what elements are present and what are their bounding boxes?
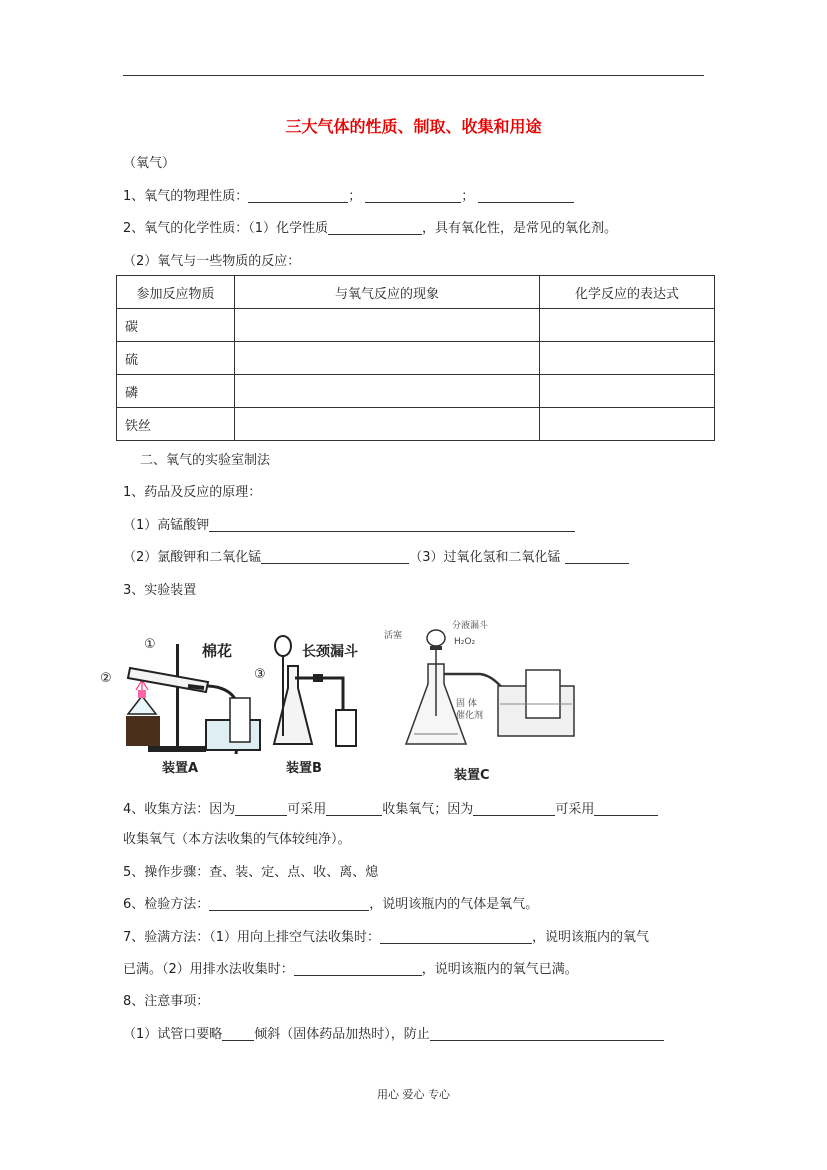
blank[interactable] [222,1026,254,1041]
q2c-label: （2）氧气与一些物质的反应： [123,254,301,269]
q1-line [123,185,574,204]
collecting-bottle [230,698,250,742]
r7c-line [123,958,578,977]
r7c-label: 已满。（2）用排水法收集时： [123,962,294,977]
table-cell-empty[interactable] [540,342,715,375]
r6b-label: ，说明该瓶内的气体是氧气。 [369,897,539,912]
h2o2-label: H₂O₂ [454,637,476,647]
r3-label: 3、实验装置 [123,583,197,598]
cotton-label: 棉花 [202,642,233,660]
apparatus-ab-figure [98,626,370,778]
r6-line [123,893,538,912]
separatory-funnel [427,630,445,646]
caption-c: 装置C [454,768,490,783]
page-title: 三大气体的性质、制取、收集和用途 [285,117,542,136]
table-header-row [117,276,715,309]
table-header: 化学反应的表达式 [540,276,715,309]
table-header: 与氧气反应的现象 [235,276,540,309]
table-row [117,309,715,342]
funnel-top [275,636,291,656]
q1-label: 1、氧气的物理性质： [123,189,249,204]
r1a-line [123,514,575,533]
table-header: 参加反应物质 [117,276,235,309]
q2b-label: ，具有氧化性，是常见的氧化剂。 [422,221,618,236]
solid-label: 固 体 [456,699,477,709]
stopcock-label: 活塞 [384,631,403,641]
r4c-label: 收集氧气；因为 [382,802,474,817]
reaction-table [116,275,715,441]
label-3: ③ [254,667,266,682]
table-cell-substance: 碳 [117,309,235,342]
r4e-label: 收集氧气（本方法收集的气体较纯净）。 [123,832,351,847]
r8-label: 8、注意事项： [123,994,210,1009]
blank[interactable] [430,1026,664,1041]
r4d-label: 可采用 [555,802,595,817]
r1c-label: （3）过氧化氢和二氧化锰 [409,550,561,565]
table-row [117,342,715,375]
blank[interactable] [380,929,532,944]
blank[interactable] [328,220,422,235]
r1a-label: （1）高锰酸钾 [123,518,210,533]
blank[interactable] [294,961,422,976]
blank[interactable] [473,801,555,816]
r4-line [123,798,658,817]
r1-label: 1、药品及反应的原理： [123,485,262,500]
caption-b: 装置B [286,761,322,776]
rubber-joint [313,674,323,682]
sep: ； [348,189,362,204]
apparatus-c-figure [380,616,580,756]
gas-jar-c [526,670,560,718]
caption-a: 装置A [162,761,199,776]
sep: ； [461,189,475,204]
table-row [117,408,715,441]
label-2: ② [100,671,112,686]
stand-rod [176,644,179,748]
q2a-label: 2、氧气的化学性质：（1）化学性质 [123,221,329,236]
q2-line [123,217,617,236]
r5-label: 5、操作步骤：查、装、定、点、收、离、熄 [123,865,379,880]
r1b-label: （2）氯酸钾和二氧化锰 [123,550,262,565]
table-cell-empty[interactable] [235,309,540,342]
gas-bottle-b [336,710,356,746]
blank[interactable] [261,549,409,564]
header-rule [123,75,704,76]
r8b-label: 倾斜（固体药品加热时），防止 [254,1027,430,1042]
table-cell-empty[interactable] [235,342,540,375]
blank[interactable] [594,801,658,816]
table-cell-substance: 铁丝 [117,408,235,441]
table-cell-empty[interactable] [235,375,540,408]
alcohol-lamp [128,696,156,714]
r8a-label: （1）试管口要略 [123,1027,223,1042]
table-cell-empty[interactable] [235,408,540,441]
blank[interactable] [209,896,369,911]
blank[interactable] [565,549,629,564]
blank[interactable] [209,517,575,532]
blank[interactable] [235,801,287,816]
section-oxygen: （氧气） [123,156,176,171]
blank[interactable] [365,188,461,203]
r7b-label: ，说明该瓶内的氧气 [532,930,650,945]
table-row [117,375,715,408]
label-1: ① [144,637,156,652]
catalyst-label: 催化剂 [456,711,484,721]
r7a-label: 7、验满方法：（1）用向上排空气法收集时： [123,930,381,945]
table-cell-empty[interactable] [540,408,715,441]
blank[interactable] [326,801,382,816]
r1bc-line [123,546,629,565]
table-cell-empty[interactable] [540,375,715,408]
blank[interactable] [248,188,348,203]
sec2-title: 二、氧气的实验室制法 [140,453,271,468]
table-cell-substance: 硫 [117,342,235,375]
r8a-line [123,1023,664,1042]
lamp-wick [138,690,146,698]
r7-line [123,926,649,945]
stopcock [430,646,442,650]
separatory-label: 分液漏斗 [452,621,489,631]
page-footer: 用心 爱心 专心 [377,1088,450,1101]
r7d-label: ，说明该瓶内的氧气已满。 [421,962,578,977]
r4b-label: 可采用 [287,802,327,817]
r6a-label: 6、检验方法： [123,897,210,912]
blank[interactable] [478,188,574,203]
funnel-label: 长颈漏斗 [302,644,358,660]
table-cell-empty[interactable] [540,309,715,342]
clamp [188,686,204,688]
r4a-label: 4、收集方法：因为 [123,802,236,817]
table-cell-substance: 磷 [117,375,235,408]
block-base [126,716,160,746]
